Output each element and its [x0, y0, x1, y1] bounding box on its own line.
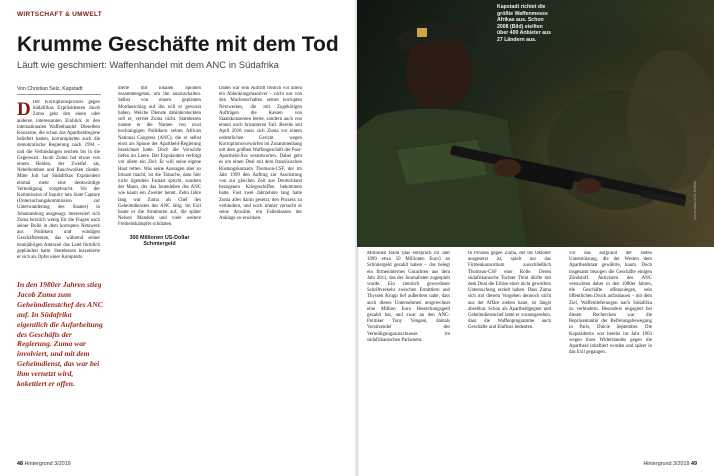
- drop-cap: D: [17, 100, 31, 120]
- subheadline: Läuft wie geschmiert: Waffenhandel mit dem ANC in Südafrika: [17, 60, 279, 71]
- byline-divider: [17, 94, 101, 95]
- photo-credit: picture-alliance/Nic Bothma: [693, 181, 697, 220]
- article-column-1: [17, 100, 100, 275]
- subheading-line-2: Schmiergeld: [143, 241, 176, 248]
- page-footer-left: [17, 461, 71, 467]
- article-column-5: [468, 251, 551, 461]
- pull-quote: In den 1980er Jahren stieg Jacob Zuma zum Geheimdienstchef des ANC auf. In Südafrika eigentlich die Aufarbeitung des Geschäfts der Regierung. Zuma war involviert, und mit dem Geheimdienst, das war bei ihm vernetzt wird, kokettiert er offen.: [17, 280, 103, 389]
- page-number-left: 48: [17, 461, 23, 467]
- page-number-right: 49: [691, 461, 697, 467]
- photo-caption: Kapstadt richtet die größte Waffenmesse Afrikas aus. Schon 2008 (Bild) stellten über 400 Anbieter aus 27 Ländern aus.: [497, 4, 552, 43]
- article-column-2: [118, 86, 201, 445]
- column-1-text: Der Korruptionsprozess gegen Südafrikas Expräsidenten Jacob Zuma geht den einen oder anderen interessanten Einblick in den internationalen Waffenhandel. Dieselben Konzerne, die schon das Apartheidregime beliefert hatten, korrumpierten auch die demokratische Regierung nach 1994 – und die Verbindungen reichen bis in die Gegenwart. Jacob Zuma hat etwas von einem Helden, der Zweifel sät, Nebelbomben und Rauchwolken zündet. Mitte Juli hat Südafrikas Expräsident einmal mehr eine denkwürdige Verteidigung vorgebracht. Vor der Kommission of Inquiry into State Capture (Untersuchungskommission zur Unterwanderung des Staates) in Johannesburg ausgesagt, interessiert sich Zuma herzlich wenig für die Fragen nach seiner Rolle in dem korrupten Netzwerk aus Politikern und windigen Geschäftsleuten, das während seiner neunjährigen Amtszeit das Land förmlich geplündert hatte. Stattdessen inszenierte er sich als Opfer einer Komplotts.: [17, 100, 100, 261]
- column-2-text: dierte mit lokalen Spionen zusammengetan, um ihn auszuschalten. Selbst von einem geplanten Mordanschlag auf ihn will er gewusst haben. Welche Dienste dahintersteckten soll er, verriet Zuma nicht. Stattdessen nannte er die Namen von zwei hochrangigen Politikern seines African National Congress (ANC), die er selbst einst als Spione der Apartheid-Regierung bezeichnet hatte. Doch die Vorwürfe liefen ins Leere. Der Expräsident verfolgt vor allem ein Ziel: Er will seine eigene Haut retten. Was seine Aussagen aber so brisant macht, ist die Tatsache, dass hier nicht irgendein Fantast spricht, sondern der Mann, der das Innenleben des ANC wie kaum ein Zweiter kennt. Zehn Jahre lang war Zuma als Chef des Geheimdienstes des ANC tätig. Im Exil baute er die Strukturen auf, die später Nelson Mandela und viele weitere Freiheitskämpfer schützten.: [118, 86, 201, 228]
- headline: Krumme Geschäfte mit dem Tod: [17, 33, 339, 56]
- article-column-3: [219, 86, 302, 442]
- subheading-line-1: 300 Millionen US-Dollar: [129, 234, 190, 241]
- column-6-text: vor das aufgrund der steten Unterstützung, die der Westen dem Apartheidstaat gewährte, kaum. Doch insgesamt bezogen die Geschäfte einigen Zündstoff. Aktivisten des ANC versuchten daher in den 1980er Jahren, die Geschäfte offenzulegen, sein öffentlichen Druck aufzubauen – mit dem Ziel, Waffenlieferungen nach Südafrika zu verhindern. Besonders engagiert bei diesen Recherchen war die Repräsentantin der Befreiungsbewegung in Paris, Dulcie September. Die Kapstädterin war bereits im Jahr 1963 wegen ihres Widerstandes gegen die Apartheid inhaftiert worden und später in das Exil gegangen.: [569, 251, 652, 356]
- photo-soldier: [357, 0, 714, 247]
- column-5-text: In Prozess gegen Zuma, der bis Oktober ausgesetzt ist, spielt nur das Firmenkonsortium ausschließlich Thomson-CSF eine Rolle. Deren südafrikanische Tochter Thint dürfte mit dem Deal die Erlöse einer nicht gewollten Untersuchung erzielt haben. Dass Zuma sich mit diesem Vorgehen dennoch nicht aus der Affäre ziehen kann, ist längst absehbar. Schon als Apartheidgegner und Geheimdienstchef hatte er vorausgesehen, dass die Waffenprogramme auch Geschäfte und Einfluss bedeuten.: [468, 251, 551, 331]
- issue-label-left: Hintergrund 3/2019: [24, 461, 71, 467]
- column-4-text: Millionen Rand (das entsprach im Jahr 1999 etwa 50 Millionen Euro) an Schmiergeld gezahlt haben – das belegt ein firmeninternes Gutachten aus dem Jahr 2011, das der Journalisten zugespielt wurde. Ein ziemlich gewordener Schriftverkehr zwischen Ermittlern und Thyssen Krupp lief außerdem nahe, dass auch dieses Unternehmen umgerechnet eine Million Euro Bestechungsgeld gezahlt hat, und zwar an den ANC-Politiker Tony Yengeni, damals Vorsitzender des Verteidigungsausschusses im südafrikanischen Parlament.: [367, 251, 450, 343]
- right-page: [357, 0, 714, 476]
- byline: Von Christian Selz, Kapstadt: [17, 86, 83, 92]
- section-label: WIRTSCHAFT & UMWELT: [17, 11, 103, 18]
- spine-gutter: [355, 0, 359, 476]
- article-column-6: [569, 251, 652, 461]
- column-3-text: Dabei war sein Auftritt freilich vor allem ein Ablenkungsmanöver – nicht nur von den Machenschaften seines korrupten Netzwerkes, die mit Zugehörigen Aufträgen die Kassen von Staatskonzernen leerte, sondern auch von einem noch brisanteren Fall. Bereits seit April 2018 muss sich Zuma vor einem ordentlichen Gericht wegen Korruptionsvorwürfen im Zusammenhang mit dem größten Waffengeschäft der Post-Apartheid-Ära verantworten. Dabei geht es um einen Deal mit dem französischen Rüstungskonzern Thomson-CSF, der im Jahr 1999 den Auftrag zur Ausrüstung von zur gleichen Zeit aus Deutschland bezogenen Kriegsschiffen bekommen hatte. Fast zwei Jahrzehnte lang hatte Zuma alles daran gesetzt, den Prozess zu verhindern, und noch immer versucht er seine Anwälte, ein Fallenlassen der Anklage zu erwirken.: [219, 86, 302, 222]
- page-footer-right: [643, 461, 697, 467]
- article-column-4: [367, 251, 450, 461]
- subheading: [118, 235, 201, 248]
- issue-label-right: Hintergrund 3/2019: [643, 461, 690, 467]
